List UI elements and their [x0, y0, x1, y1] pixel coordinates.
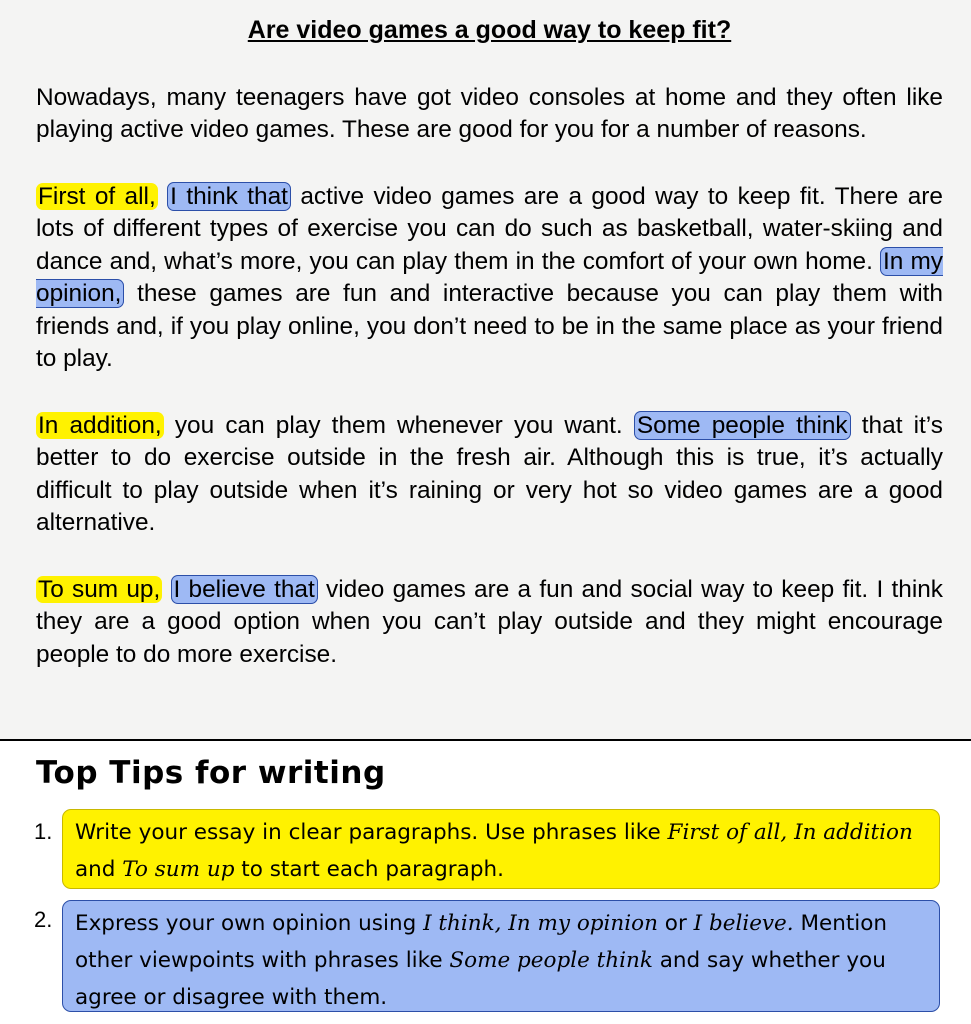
tip-text: Express your own opinion using — [75, 911, 424, 936]
opinion-phrase-highlight: Some people think — [634, 411, 851, 440]
linking-phrase-highlight: To sum up, — [38, 575, 161, 603]
tip-number: 1. — [34, 819, 53, 844]
tip-example-phrase: First of all, In addition — [667, 820, 913, 845]
paragraph-text: active video games are a good way to keep fit. There are lots of different types of exercise you can do such as basketball, water-skiing and dance and, what’s more, you can play them in the comfort of your own home. — [36, 182, 943, 275]
tip-text: and say whether you agree or disagree with them. — [75, 948, 886, 1010]
linking-phrase-highlight: In addition, — [38, 411, 162, 439]
paragraph-second — [36, 410, 943, 540]
tip-example-phrase: I think, In my opinion — [423, 911, 658, 936]
tip-example-phrase: To sum up — [122, 857, 235, 882]
tip-text: to start each paragraph. — [234, 857, 504, 882]
paragraph-text: that it’s better to do exercise outside in the fresh air. Although this is true, it’s actually difficult to play outside when it’s raining or very hot so video games are a good alternative. — [36, 411, 943, 537]
essay-title: Are video games a good way to keep fit? — [247, 16, 732, 44]
tip-box-opinions — [62, 900, 940, 1012]
paragraph-first — [36, 181, 943, 376]
opinion-phrase-highlight: I believe that — [171, 575, 318, 604]
paragraph-text: you can play them whenever you want. — [163, 411, 634, 439]
tips-section — [0, 741, 971, 1024]
tip-number: 2. — [34, 907, 53, 932]
paragraph-intro: Nowadays, many teenagers have got video consoles at home and they often like playing active video games. These are good for you for a number of reasons. — [36, 83, 943, 144]
tip-box-paragraphs — [62, 809, 940, 889]
tip-text: Mention other viewpoints with phrases like — [75, 911, 888, 973]
paragraph-text: these games are fun and interactive because you can play them with friends and, if you play online, you don’t need to be in the same place as your friend to play. — [36, 280, 943, 373]
paragraph-text: video games are a fun and social way to keep fit. I think they are a good option when you can’t play outside and they might encourage people to do more exercise. — [36, 575, 944, 668]
tip-example-phrase: I believe. — [693, 911, 794, 936]
tip-text: or — [657, 911, 694, 936]
tip-example-phrase: Some people think — [449, 948, 653, 973]
tip-text: and — [75, 857, 123, 882]
tips-heading: Top Tips for writing — [36, 755, 386, 791]
paragraph-conclusion — [36, 574, 943, 672]
tip-text: Write your essay in clear paragraphs. Use phrases like — [75, 820, 668, 845]
opinion-phrase-highlight: I think that — [167, 182, 291, 211]
opinion-phrase-highlight: In my opinion, — [36, 247, 943, 308]
linking-phrase-highlight: First of all, — [38, 182, 156, 210]
